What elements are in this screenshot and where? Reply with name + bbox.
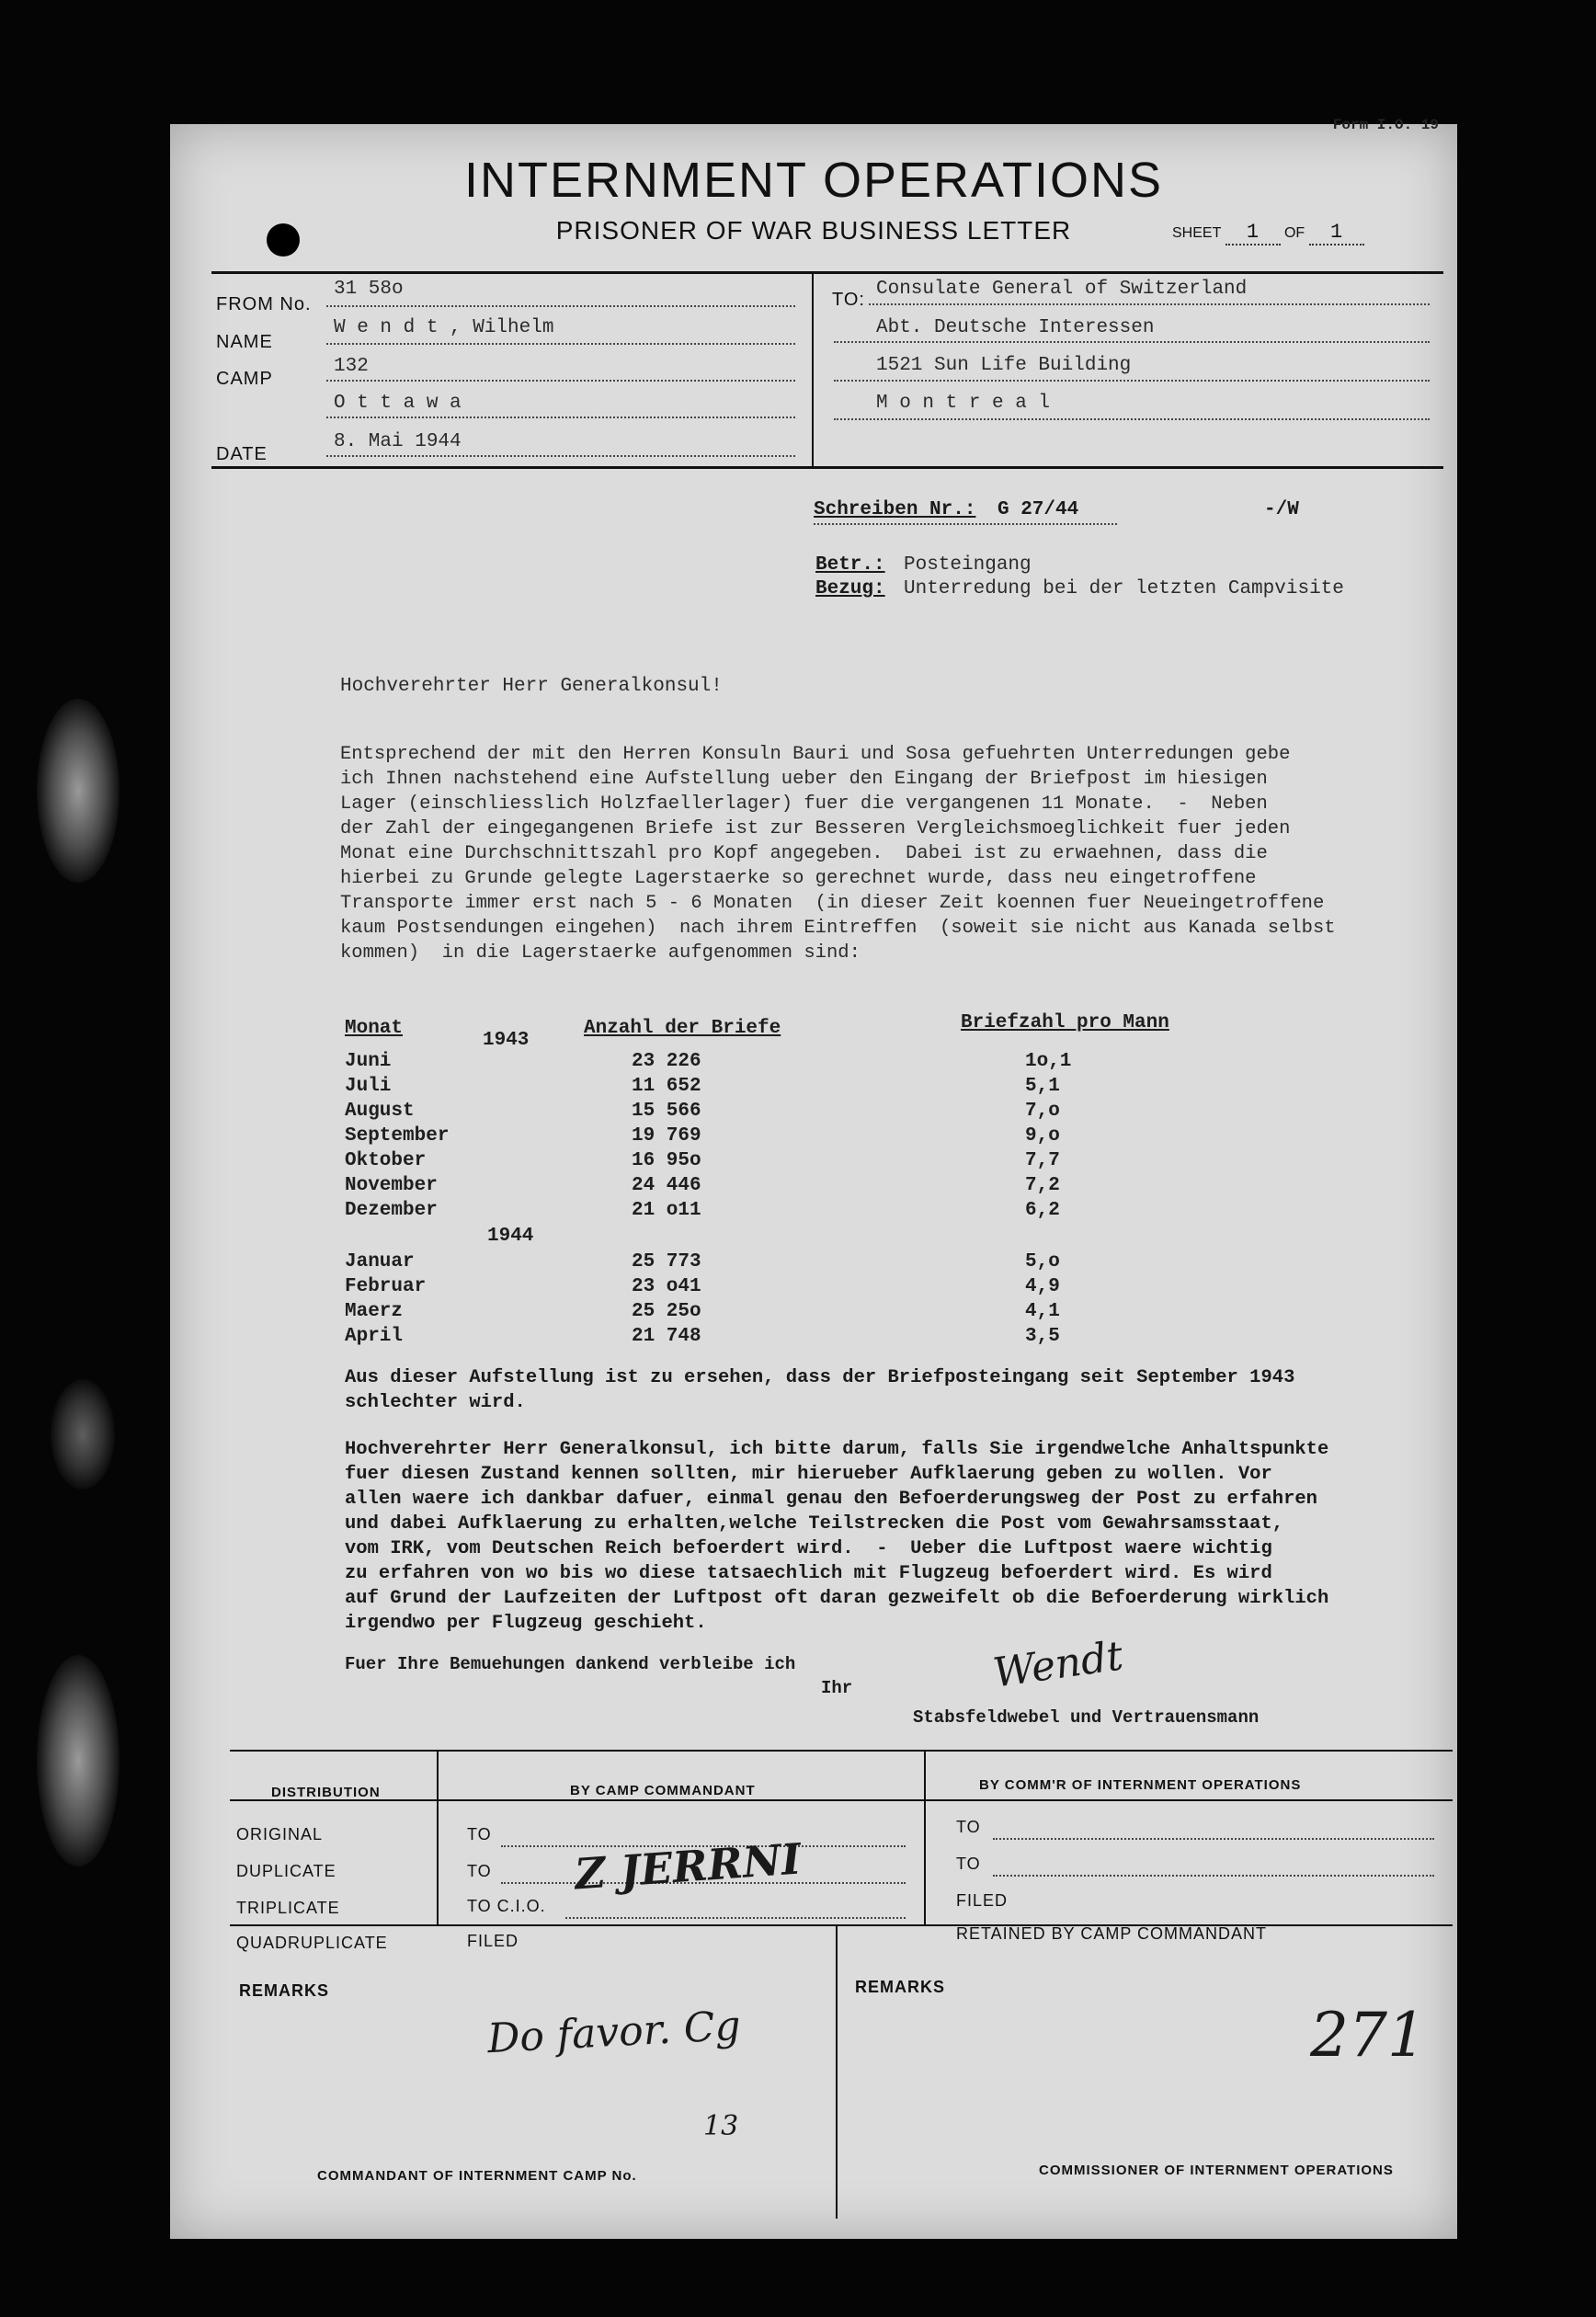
recipient-rule-4 — [834, 418, 1430, 420]
row-count: 21 o11 — [632, 1200, 701, 1221]
film-edge-artifact-2 — [37, 1655, 120, 1866]
paragraph-3-line: auf Grund der Laufzeiten der Luftpost oft daran gezweifelt ob die Befoerderung wirklich — [345, 1588, 1329, 1609]
paragraph-2-line: schlechter wird. — [345, 1392, 526, 1413]
handwritten-remarks: Do favor. Cg — [485, 2002, 742, 2063]
from-line — [326, 305, 795, 307]
row-month: Juli — [345, 1076, 392, 1097]
camp-label: CAMP — [216, 369, 273, 389]
date-value: 8. Mai 1944 — [334, 431, 462, 452]
distribution-header: DISTRIBUTION — [271, 1785, 381, 1800]
paragraph-1-line: Lager (einschliesslich Holzfaellerlager) fuer die vergangenen 11 Monate. - Neben — [340, 793, 1268, 815]
sheet-number: 1 — [1226, 221, 1281, 245]
paragraph-3 — [345, 1437, 1328, 1636]
form-number: Form I.O. 19 — [1332, 117, 1439, 133]
sheet-label: SHEET — [1172, 225, 1222, 241]
paragraph-3-line: vom IRK, vom Deutschen Reich befoerdert wird. - Ueber die Luftpost waere wichtig — [345, 1538, 1272, 1559]
schreiben-label: Schreiben Nr.: — [814, 499, 976, 520]
original-label: ORIGINAL — [236, 1825, 324, 1843]
from-value: 31 58o — [334, 279, 404, 300]
recipient-rule-1 — [869, 303, 1430, 305]
row-count: 24 446 — [632, 1175, 701, 1196]
row-per: 5,o — [1025, 1251, 1060, 1273]
table-header-briefzahl: Briefzahl pro Mann — [961, 1012, 1169, 1033]
form-title: INTERNMENT OPERATIONS — [463, 153, 1164, 208]
betr-value: Posteingang — [904, 554, 1032, 576]
duplicate-label: DUPLICATE — [236, 1862, 336, 1880]
date-label: DATE — [216, 444, 268, 464]
quadruplicate-label: QUADRUPLICATE — [236, 1934, 388, 1952]
paragraph-1-line: Monat eine Durchschnittszahl pro Kopf angegeben. Dabei ist zu erwaehnen, dass die — [340, 843, 1268, 864]
paragraph-1-line: Transporte immer erst nach 5 - 6 Monaten (in dieser Zeit koennen fuer Neueingetroffene — [340, 893, 1325, 914]
letter-form — [170, 117, 1457, 2239]
row-count: 11 652 — [632, 1076, 701, 1097]
paragraph-3-line: fuer diesen Zustand kennen sollten, mir hierueber Aufklaerung geben zu wollen. Vor — [345, 1464, 1272, 1485]
table-header-anzahl: Anzahl der Briefe — [584, 1018, 781, 1039]
paragraph-3-line: und dabei Aufklaerung zu erhalten,welche Teilstrecken die Post vom Gewahrsamsstaat, — [345, 1513, 1284, 1535]
name-label: NAME — [216, 332, 273, 352]
schreiben-suffix: -/W — [1264, 499, 1299, 520]
name-value: W e n d t , Wilhelm — [334, 317, 554, 338]
paragraph-2-line: Aus dieser Aufstellung ist zu ersehen, dass der Briefposteingang seit September 1943 — [345, 1367, 1295, 1388]
from-label: FROM No. — [216, 294, 312, 314]
row-count: 23 226 — [632, 1051, 701, 1072]
footer-mid-rule — [230, 1924, 1453, 1926]
bezug-label: Bezug: — [815, 578, 885, 599]
footer-col-divider-2 — [924, 1750, 926, 1924]
triplicate-label: TRIPLICATE — [236, 1899, 340, 1917]
recipient-line-4: M o n t r e a l — [876, 393, 1051, 414]
commissioner-signature-line: COMMISSIONER OF INTERNMENT OPERATIONS — [1039, 2163, 1394, 2178]
by-camp-header: BY CAMP COMMANDANT — [570, 1783, 756, 1798]
footer-top-rule — [230, 1750, 1453, 1752]
header-bottom-rule — [211, 466, 1443, 469]
of-label: OF — [1283, 225, 1305, 241]
paragraph-3-line: irgendwo per Flugzeug geschieht. — [345, 1613, 707, 1634]
camp-location-line — [326, 417, 795, 418]
row-per: 3,5 — [1025, 1326, 1060, 1347]
to-label: TO: — [832, 290, 865, 310]
paragraph-1 — [340, 742, 1336, 965]
row-count: 16 95o — [632, 1150, 701, 1171]
closing-line-1: Fuer Ihre Bemuehungen dankend verbleibe ich — [345, 1654, 796, 1674]
row-per: 4,1 — [1025, 1301, 1060, 1322]
row-per: 4,9 — [1025, 1276, 1060, 1297]
row-month: Juni — [345, 1051, 392, 1072]
paragraph-1-line: kaum Postsendungen eingehen) nach ihrem Eintreffen (soweit sie nicht aus Kanada selbst — [340, 918, 1336, 939]
recipient-line-3: 1521 Sun Life Building — [876, 355, 1132, 376]
row-per: 5,1 — [1025, 1076, 1060, 1097]
recipient-line-1: Consulate General of Switzerland — [876, 279, 1248, 300]
remarks-label-right: REMARKS — [855, 1978, 946, 1996]
paragraph-3-line: zu erfahren von wo bis wo diese tatsaechlich mit Flugzeug befoerdert wird. Es wird — [345, 1563, 1272, 1584]
row-month: Dezember — [345, 1200, 438, 1221]
film-edge-artifact-1 — [37, 699, 120, 883]
sheet-counter — [1172, 221, 1364, 245]
row-count: 25 25o — [632, 1301, 701, 1322]
row-count: 21 748 — [632, 1326, 701, 1347]
row-count: 19 769 — [632, 1125, 701, 1147]
row-month: November — [345, 1175, 438, 1196]
header-top-rule — [211, 271, 1443, 274]
handwritten-number: 13 — [703, 2110, 739, 2142]
to-cio-rule — [565, 1917, 906, 1919]
by-comm-header: BY COMM'R OF INTERNMENT OPERATIONS — [979, 1777, 1302, 1793]
paragraph-1-line: Entsprechend der mit den Herren Konsuln Bauri und Sosa gefuehrten Unterredungen gebe — [340, 744, 1291, 765]
to-line-3-rule — [993, 1838, 1434, 1840]
row-month: August — [345, 1101, 415, 1122]
retained-label: RETAINED BY CAMP COMMANDANT — [956, 1924, 1268, 1943]
film-edge-artifact-3 — [51, 1379, 115, 1490]
camp-location: O t t a w a — [334, 393, 462, 414]
row-month: Januar — [345, 1251, 415, 1273]
to-line-4-rule — [993, 1875, 1434, 1877]
table-year-1943: 1943 — [483, 1030, 530, 1051]
recipient-rule-2 — [834, 341, 1430, 343]
recipient-rule-3 — [834, 380, 1430, 382]
sheet-total: 1 — [1309, 221, 1364, 245]
bezug-value: Unterredung bei der letzten Campvisite — [904, 578, 1344, 599]
paragraph-2 — [345, 1365, 1294, 1415]
to-line-3: TO — [956, 1818, 981, 1836]
header-divider — [812, 271, 814, 466]
salutation: Hochverehrter Herr Generalkonsul! — [340, 676, 723, 697]
table-header-monat: Monat — [345, 1018, 404, 1039]
footer-remarks-divider — [836, 1924, 838, 2219]
handwritten-cio-initials: Z JERRNI — [573, 1833, 804, 1900]
paragraph-1-line: kommen) in die Lagerstaerke aufgenommen sind: — [340, 942, 861, 964]
footer-col-divider-1 — [437, 1750, 439, 1924]
table-year-1944: 1944 — [487, 1226, 534, 1247]
to-line-4: TO — [956, 1855, 981, 1873]
date-line — [326, 455, 795, 457]
row-per: 1o,1 — [1025, 1051, 1072, 1072]
name-line — [326, 343, 795, 345]
schreiben-value: G 27/44 — [998, 499, 1079, 520]
row-per: 6,2 — [1025, 1200, 1060, 1221]
row-month: April — [345, 1326, 404, 1347]
row-count: 15 566 — [632, 1101, 701, 1122]
filed-line-1: FILED — [467, 1932, 519, 1950]
row-per: 9,o — [1025, 1125, 1060, 1147]
betr-label: Betr.: — [815, 554, 885, 576]
paragraph-3-line: Hochverehrter Herr Generalkonsul, ich bitte darum, falls Sie irgendwelche Anhaltspunkte — [345, 1439, 1329, 1460]
schreiben-rule — [814, 523, 1117, 525]
closing-line-2: Ihr — [821, 1678, 853, 1698]
row-count: 25 773 — [632, 1251, 701, 1273]
row-month: Oktober — [345, 1150, 427, 1171]
paragraph-1-line: der Zahl der eingegangenen Briefe ist zur Besseren Vergleichsmoeglichkeit fuer jeden — [340, 818, 1291, 839]
paragraph-1-line: ich Ihnen nachstehend eine Aufstellung ueber den Eingang der Briefpost im hiesigen — [340, 769, 1268, 790]
filed-line-2: FILED — [956, 1891, 1009, 1910]
signer-title: Stabsfeldwebel und Vertrauensmann — [913, 1707, 1260, 1728]
camp-value: 132 — [334, 356, 369, 377]
to-line-1: TO — [467, 1825, 492, 1843]
to-line-2: TO — [467, 1862, 492, 1880]
camp-line — [326, 380, 795, 382]
handwritten-page-number: 271 — [1310, 2000, 1426, 2071]
row-per: 7,o — [1025, 1101, 1060, 1122]
paragraph-3-line: allen waere ich dankbar dafuer, einmal genau den Befoerderungsweg der Post zu erfahren — [345, 1489, 1317, 1510]
row-month: Maerz — [345, 1301, 404, 1322]
remarks-label-left: REMARKS — [239, 1981, 330, 2000]
row-month: Februar — [345, 1276, 427, 1297]
footer-sub-rule — [230, 1799, 1453, 1801]
row-month: September — [345, 1125, 450, 1147]
recipient-line-2: Abt. Deutsche Interessen — [876, 317, 1155, 338]
to-cio-line: TO C.I.O. — [467, 1897, 546, 1915]
paragraph-1-line: hierbei zu Grunde gelegte Lagerstaerke so gerechnet wurde, dass neu eingetroffene — [340, 868, 1257, 889]
row-per: 7,7 — [1025, 1150, 1060, 1171]
form-subtitle: PRISONER OF WAR BUSINESS LETTER — [555, 216, 1072, 245]
row-count: 23 o41 — [632, 1276, 701, 1297]
commandant-signature-line: COMMANDANT OF INTERNMENT CAMP No. — [317, 2168, 637, 2184]
row-per: 7,2 — [1025, 1175, 1060, 1196]
signature: Wendt — [990, 1632, 1126, 1697]
